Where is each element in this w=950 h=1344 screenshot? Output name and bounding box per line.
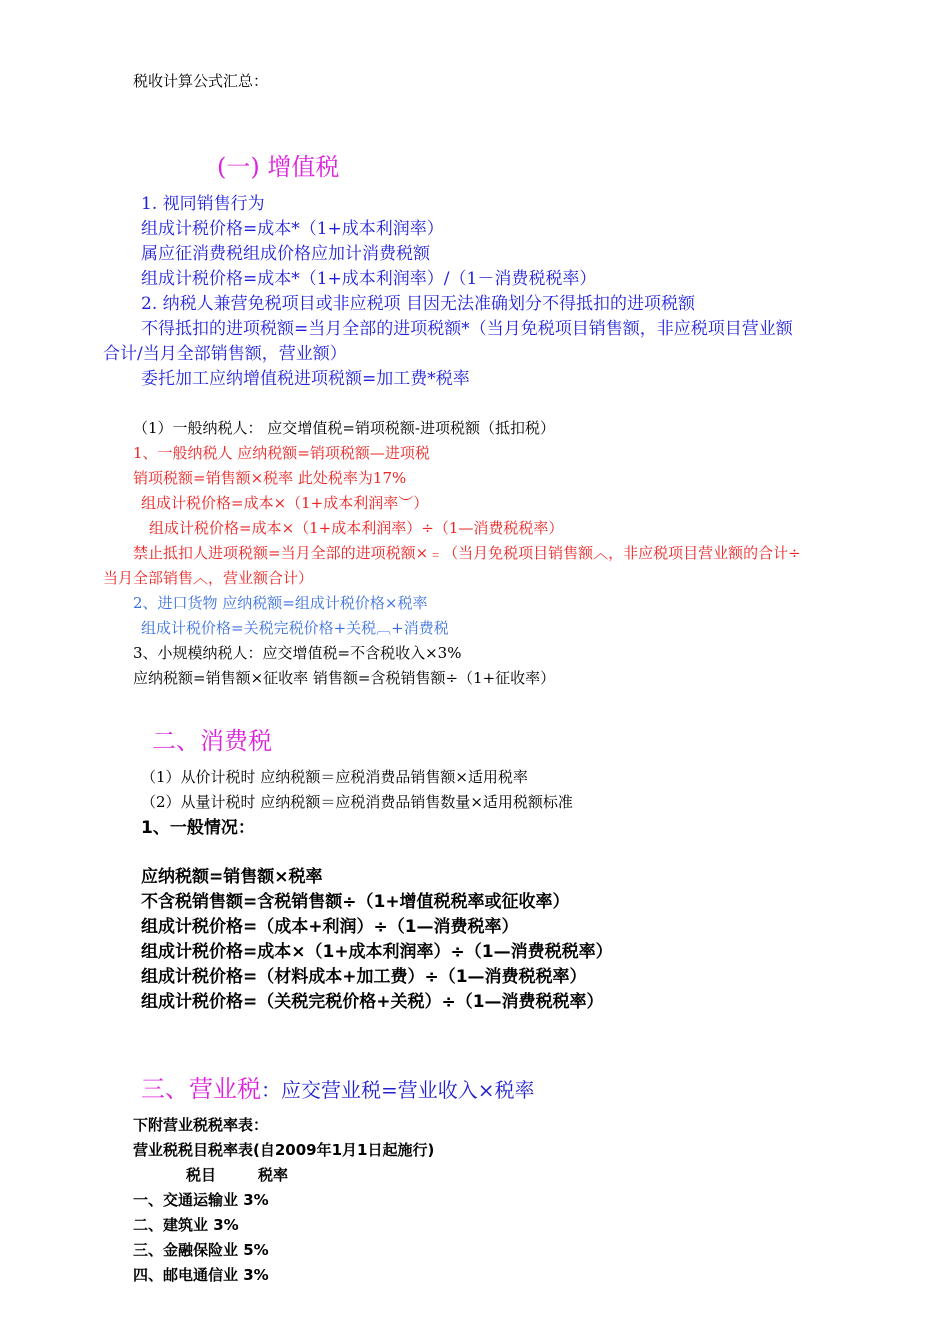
business-heading: 三、营业税 xyxy=(141,1075,261,1103)
import-line: 组成计税价格=关税完税价格+关税︹+消费税 xyxy=(141,619,449,637)
business-heading-formula: ：应交营业税=营业收入×税率 xyxy=(261,1078,535,1102)
vat-line: 合计/当月全部销售额，营业额） xyxy=(103,344,347,364)
consumption-formula: 不含税销售额=含税销售额÷（1+增值税税率或征收率） xyxy=(141,892,570,912)
table-row: 三、金融保险业 5% xyxy=(133,1241,269,1259)
vat-heading: (一) 增值税 xyxy=(217,153,340,181)
red-line: 销项税额=销售额×税率 此处税率为17% xyxy=(133,469,407,487)
consumption-formula: 组成计税价格=（成本+利润）÷（1—消费税率） xyxy=(141,917,519,937)
vat-line: 委托加工应纳增值税进项税额=加工费*税率 xyxy=(141,369,470,389)
business-heading-line xyxy=(141,1077,535,1101)
red-line: 1、一般纳税人 应纳税额=销项税额—进项税 xyxy=(133,444,430,462)
vat-line: 组成计税价格=成本*（1+成本利润率）/（1－消费税税率） xyxy=(141,269,597,289)
consumption-intro: （1）从价计税时 应纳税额＝应税消费品销售额×适用税率 xyxy=(141,768,528,786)
vat-line: 属应征消费税组成价格应加计消费税额 xyxy=(141,244,430,264)
table-header-item: 税目 xyxy=(186,1166,217,1184)
table-header-rate: 税率 xyxy=(258,1166,289,1184)
vat-line: 不得抵扣的进项税额=当月全部的进项税额*（当月免税项目销售额，非应税项目营业额 xyxy=(141,319,793,339)
table-row: 四、邮电通信业 3% xyxy=(133,1266,269,1284)
consumption-heading: 二、消费税 xyxy=(152,727,272,755)
consumption-subheading: 1、一般情况： xyxy=(141,818,255,838)
table-row: 一、交通运输业 3% xyxy=(133,1191,269,1209)
red-line: 组成计税价格=成本×（1+成本利润率︶） xyxy=(141,494,429,512)
business-note: 下附营业税税率表： xyxy=(133,1116,269,1134)
small-taxpayer-line: 应纳税额=销售额×征收率 销售额=含税销售额÷（1+征收率） xyxy=(133,669,556,687)
small-taxpayer-line: 3、小规模纳税人：应交增值税=不含税收入×3% xyxy=(133,644,462,662)
red-line: 禁止抵扣人进项税额=当月全部的进项税额×﹦（当月免税项目销售额︿，非应税项目营业额的合计÷ xyxy=(133,544,801,562)
red-line: 当月全部销售︿，营业额合计） xyxy=(103,569,314,587)
consumption-formula: 组成计税价格=（材料成本+加工费）÷（1—消费税税率） xyxy=(141,967,587,987)
red-line: 组成计税价格=成本×（1+成本利润率）÷（1—消费税税率） xyxy=(149,519,564,537)
consumption-formula: 组成计税价格=（关税完税价格+关税）÷（1—消费税税率） xyxy=(141,992,604,1012)
vat-line: 组成计税价格=成本*（1+成本利润率） xyxy=(141,219,444,239)
table-row: 二、建筑业 3% xyxy=(133,1216,239,1234)
business-table-title: 营业税税目税率表(自2009年1月1日起施行) xyxy=(133,1141,435,1159)
general-taxpayer-intro: （1）一般纳税人： 应交增值税=销项税额-进项税额（抵扣税） xyxy=(133,419,555,437)
consumption-formula: 组成计税价格=成本×（1+成本利润率）÷（1—消费税税率） xyxy=(141,942,613,962)
vat-line: 1. 视同销售行为 xyxy=(141,194,265,214)
document-title: 税收计算公式汇总： xyxy=(133,72,269,90)
import-line: 2、进口货物 应纳税额=组成计税价格×税率 xyxy=(133,594,428,612)
consumption-intro: （2）从量计税时 应纳税额＝应税消费品销售数量×适用税额标准 xyxy=(141,793,573,811)
consumption-formula: 应纳税额=销售额×税率 xyxy=(141,867,323,887)
vat-line: 2. 纳税人兼营免税项目或非应税项 目因无法准确划分不得抵扣的进项税额 xyxy=(141,294,696,314)
